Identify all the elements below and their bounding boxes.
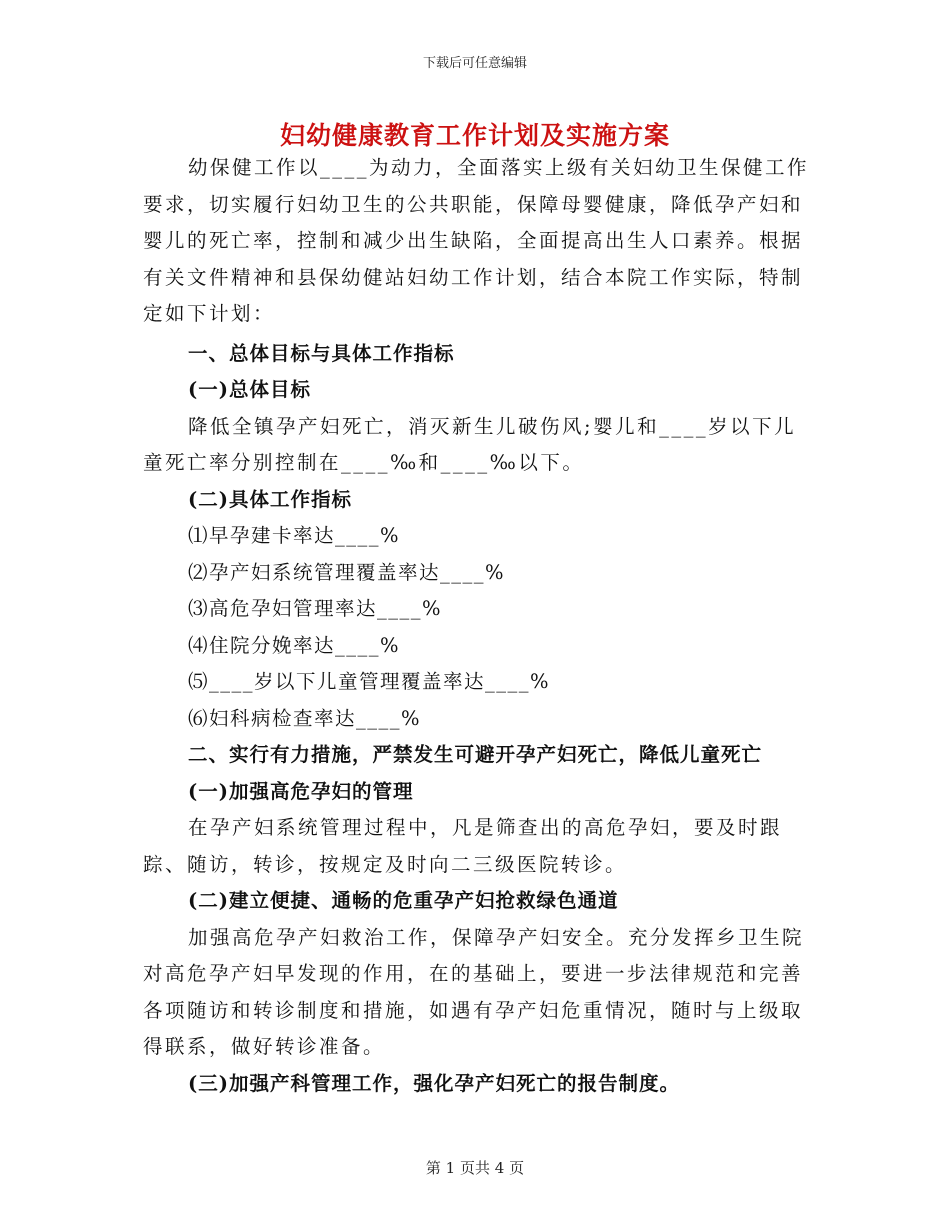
section-2-sub-2-text: 加强高危孕产妇救治工作，保障孕产妇安全。充分发挥乡卫生院对高危孕产妇早发现的作用，在的基础上，要进一步法律规范和完善各项随访和转诊制度和措施，如遇有孕产妇危重情况，随时与上级取得联系，做好转诊准备。 bbox=[143, 925, 805, 1058]
header-note: 下载后可任意编辑 bbox=[422, 56, 527, 71]
section-2-sub-1-text: 在孕产妇系统管理过程中，凡是筛查出的高危孕妇，要及时跟踪、随访，转诊，按规定及时向二三级医院转诊。 bbox=[143, 816, 783, 876]
section-1-sub-2-heading: (二)具体工作指标 bbox=[188, 487, 352, 511]
section-1-sub-1-heading: (一)总体目标 bbox=[188, 378, 311, 401]
indicator-item: ⑸____岁以下儿童管理覆盖率达____% bbox=[188, 670, 551, 693]
indicator-item: ⑶高危孕妇管理率达____% bbox=[188, 597, 443, 620]
section-1-heading: 一、总体目标与具体工作指标 bbox=[188, 341, 455, 365]
section-2-sub-2-heading: (二)建立便捷、通畅的危重孕产妇抢救绿色通道 bbox=[188, 889, 619, 912]
document-title: 妇幼健康教育工作计划及实施方案 bbox=[279, 121, 670, 150]
page-number: 第 1 页共 4 页 bbox=[425, 1159, 525, 1177]
document-body bbox=[143, 150, 813, 1102]
indicator-item: ⑵孕产妇系统管理覆盖率达____% bbox=[188, 560, 506, 584]
indicator-item: ⑹妇科病检查率达____% bbox=[188, 706, 422, 730]
indicator-item: ⑷住院分娩率达____% bbox=[188, 633, 401, 657]
intro-paragraph: 幼保健工作以____为动力，全面落实上级有关妇幼卫生保健工作要求，切实履行妇幼卫生的公共职能，保障母婴健康，降低孕产妇和婴儿的死亡率，控制和减少出生缺陷，全面提高出生人口素养。根据有关文件精神和县保幼健站妇幼工作计划，结合本院工作实际，特制定如下计划： bbox=[143, 156, 810, 325]
section-2-sub-3-heading: (三)加强产科管理工作，强化孕产妇死亡的报告制度。 bbox=[188, 1071, 680, 1095]
section-1-sub-1-text: 降低全镇孕产妇死亡，消灭新生儿破伤风;婴儿和____岁以下儿童死亡率分别控制在____‰和____‰以下。 bbox=[143, 414, 797, 474]
section-2-sub-1-heading: (一)加强高危孕妇的管理 bbox=[188, 779, 414, 803]
indicator-item: ⑴早孕建卡率达____% bbox=[188, 524, 401, 547]
section-2-heading: 二、实行有力措施，严禁发生可避开孕产妇死亡，降低儿童死亡 bbox=[188, 743, 763, 766]
